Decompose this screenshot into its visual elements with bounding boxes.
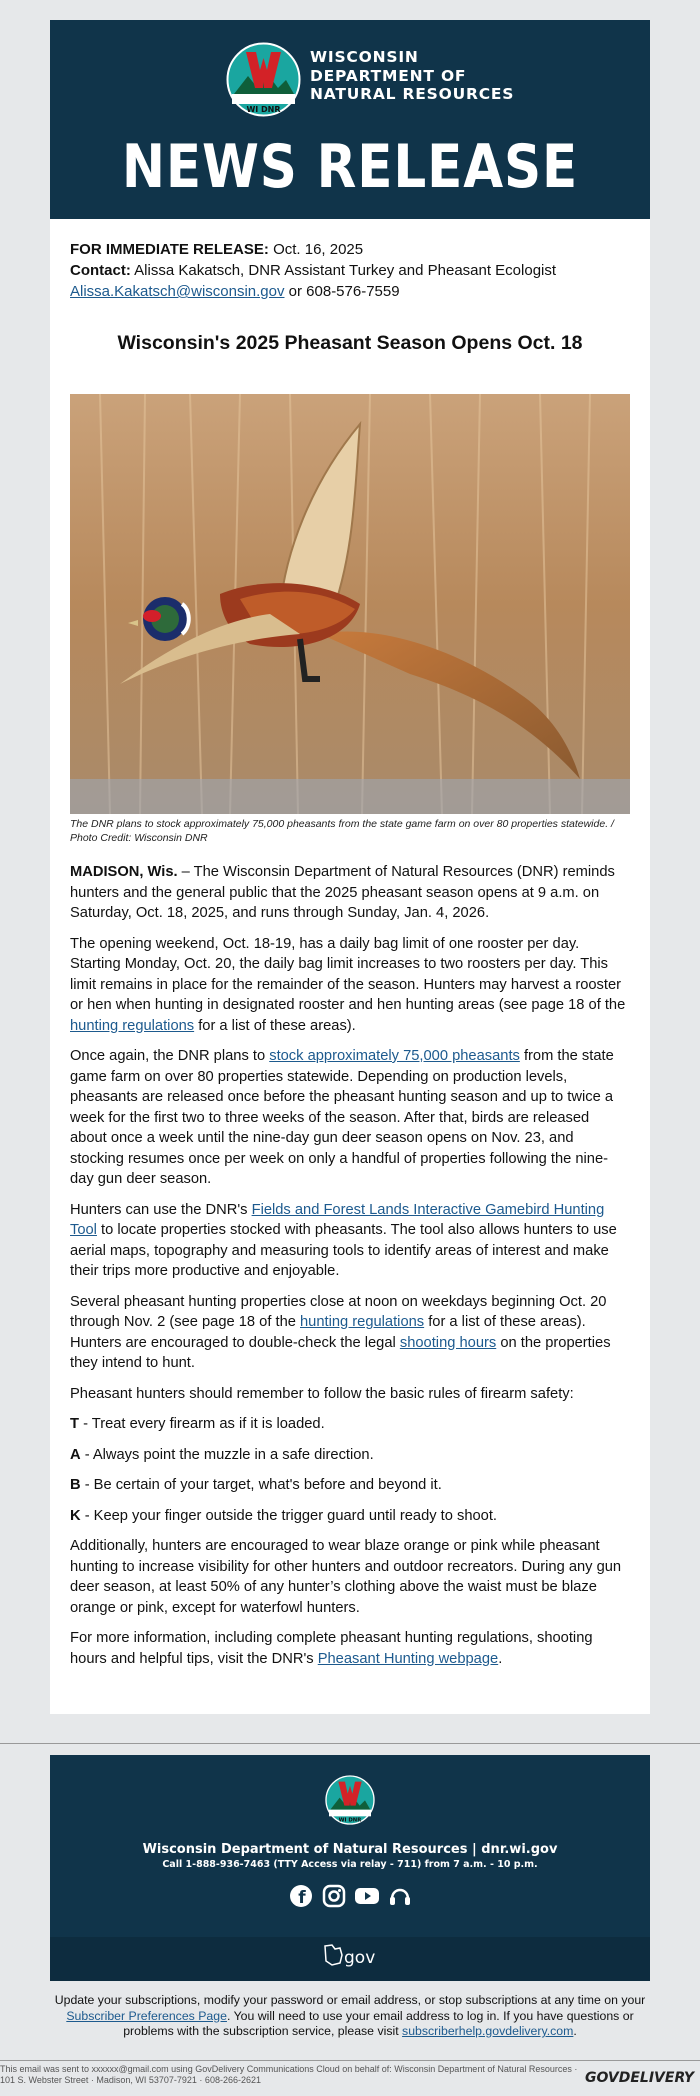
footer-call: Call 1-888-936-7463 (TTY Access via relay - 711) from 7 a.m. - 10 p.m. [162,1859,538,1870]
divider-bottom [0,2060,700,2061]
divider [0,1743,700,1744]
svg-text:WI DNR: WI DNR [338,1817,362,1824]
pheasant-photo [70,394,630,814]
subscription-notice: Update your subscriptions, modify your password or email address, or stop subscriptions at any time on your Subscriber Preferences Page. You will need to use your email address to log in. If you have questions or problems with the subscription service, please visit subscriberhelp.govdelivery.com. [54,1993,646,2038]
subscriber-help-link[interactable]: subscriberhelp.govdelivery.com [402,2024,574,2038]
safety-rule-b: B - Be certain of your target, what's before and beyond it. [70,1477,442,1493]
contact-email-link[interactable]: Alissa.Kakatsch@wisconsin.gov [70,283,285,300]
subscriber-preferences-link[interactable]: Subscriber Preferences Page [66,2008,227,2023]
hunting-regulations-link-2[interactable]: hunting regulations [300,1314,425,1330]
youtube-icon[interactable] [355,1884,379,1908]
social-links [50,1884,650,1908]
pheasant-webpage-link[interactable]: Pheasant Hunting webpage [317,1650,499,1667]
news-release-header [50,20,650,219]
photo-caption: The DNR plans to stock approximately 75,000 pheasants from the state game farm on over 80 properties statewide. / Photo Credit: Wisconsin DNR [70,818,614,844]
footer-dnr-logo [325,1775,375,1825]
safety-rule-a: A - Always point the muzzle in a safe direction. [70,1446,374,1463]
safety-rule-t: T - Treat every firearm as if it is loaded. [70,1416,325,1432]
svg-text:WI DNR: WI DNR [246,105,281,114]
wi-gov-bar [50,1937,650,1981]
gamebird-tool-link[interactable]: Fields and Forest Lands Interactive Gamebird Hunting Tool [70,1201,605,1238]
safety-rule-k: K - Keep your finger outside the trigger guard until ready to shoot. [70,1507,498,1524]
wi-gov-logo[interactable]: gov [322,1943,375,1968]
govdelivery-logo[interactable]: GOVDELIVERY [585,2070,695,2086]
stock-pheasants-link[interactable]: stock approximately 75,000 pheasants [269,1048,520,1064]
facebook-icon[interactable] [289,1884,313,1908]
article-text: MADISON, Wis. – The Wisconsin Department of Natural Resources (DNR) reminds hunters and the general public that the 2025 pheasant season opens at 9 a.m. on Saturday, Oct. 18, 2025, and runs through Sunday, Jan. 4, 2026. The opening weekend, Oct. 18-19, has a daily bag limit of one rooster per day. Starting Monday, Oct. 20, the daily bag limit increases to two roosters per day. This limit remains in place for the remainder of the season. Hunters may harvest a rooster or hen when hunting in designated rooster and hen hunting areas (see page 18 of the hunting regulations for a list of these areas). Once again, the DNR plans to stock approximately 75,000 pheasants from the state game farm on over 80 properties statewide. Depending on production levels, pheasants are released once before the pheasant hunting season and up to twice a week for the first two to three weeks of the season. After that, birds are released about once a week until the nine-day gun deer season opens on Nov. 23, and stocking resumes once per week on only a handful of properties following the nine-day gun deer season. Hunters can use the DNR's Fields and Forest Lands Interactive Gamebird Hunting Tool to locate properties stocked with pheasants. The tool also allows hunters to use aerial maps, topography and measuring tools to identify areas of interest and make their trips more productive and enjoyable. Several pheasant hunting properties close at noon on weekdays beginning Oct. 20 through Nov. 2 (see page 18 of the hunting regulations for a list of these areas). Hunters are encouraged to double-check the legal shooting hours on the properties they intend to hunt. Pheasant hunters should remember to follow the basic rules of firearm safety: T - Treat every firearm as if it is loaded. A - Always point the muzzle in a safe direction. B - Be certain of your target, what's before and beyond it. K - Keep your finger outside the trigger guard until ready to shoot. Additionally, hunters are encouraged to wear blaze orange or pink while pheasant hunting to increase visibility for other hunters and outdoor recreators. During any gun deer season, at least 50% of any hunter’s clothing above the waist must be blaze orange or pink, except for waterfowl hunters. For more information, including complete pheasant hunting regulations, shooting hours and helpful tips, visit the DNR's Pheasant Hunting webpage. [70,862,630,1679]
footer [50,1755,650,1937]
headline: Wisconsin's 2025 Pheasant Season Opens Oct. 18 [117,332,583,354]
podcast-icon[interactable] [388,1884,412,1908]
instagram-icon[interactable] [322,1884,346,1908]
dnr-logo [226,42,301,117]
release-body [50,219,650,1714]
shooting-hours-link[interactable]: shooting hours [399,1334,497,1351]
news-release-title: NEWS RELEASE [121,132,579,202]
hunting-regulations-link[interactable]: hunting regulations [70,1017,195,1034]
footer-org: Wisconsin Department of Natural Resources | dnr.wi.gov [142,1842,558,1857]
agency-name: WISCONSIN DEPARTMENT OF NATURAL RESOURCES [310,48,515,103]
release-meta: FOR IMMEDIATE RELEASE: Oct. 16, 2025 Contact: Alissa Kakatsch, DNR Assistant Turkey and Pheasant Ecologist Alissa.Kakatsch@wisconsin.gov or 608-576-7559 [70,241,557,300]
svg-text:f: f [297,1888,306,1908]
fine-print: This email was sent to xxxxxx@gmail.com using GovDelivery Communications Cloud on behalf of: Wisconsin Department of Natural Resources · 101 S. Webster Street · Madison, WI 53707-7921 · 608-266-2621 [0,2064,578,2085]
